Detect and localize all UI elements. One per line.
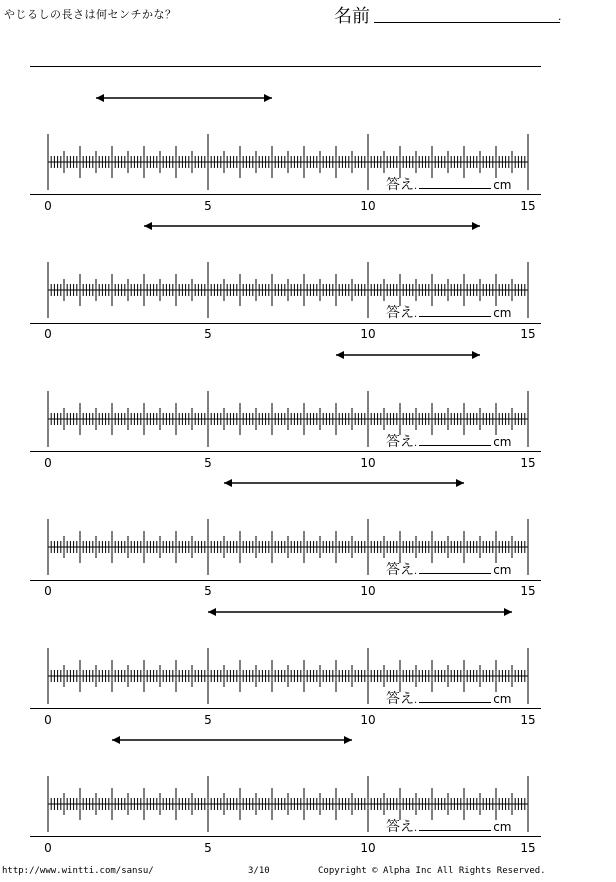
ruler-tick-label: 10 — [360, 841, 376, 855]
arrow-head-left — [208, 608, 216, 616]
ruler-tick-label: 5 — [204, 841, 212, 855]
ruler-tick-label: 0 — [44, 199, 52, 213]
separator-line — [30, 836, 541, 837]
arrow-head-right — [472, 222, 480, 230]
ruler-tick-label: 10 — [360, 455, 376, 470]
arrow-head-right — [456, 479, 464, 487]
separator-line — [30, 580, 541, 581]
answer-field[interactable] — [386, 431, 511, 451]
ruler-tick-label: 15 — [520, 584, 536, 599]
ruler-tick-label: 15 — [520, 712, 536, 727]
arrow-head-right — [344, 736, 352, 744]
ruler-tick-label: 0 — [44, 584, 52, 599]
answer-label: 答え — [386, 690, 414, 707]
answer-unit: cm — [493, 306, 512, 321]
answer-label: 答え — [386, 562, 414, 579]
ruler-tick-label: 5 — [204, 199, 212, 213]
ruler-problem — [0, 451, 616, 599]
answer-field[interactable] — [386, 174, 511, 194]
ruler-problem — [0, 194, 616, 342]
separator-line — [30, 708, 541, 709]
arrow-head-right — [472, 351, 480, 359]
footer-page-number: 3/10 — [248, 866, 270, 876]
name-label: 名前 — [334, 6, 370, 27]
answer-field[interactable] — [386, 559, 511, 579]
answer-label: 答え — [386, 305, 414, 322]
answer-label: 答え — [386, 433, 414, 450]
arrow-head-right — [264, 94, 272, 102]
ruler-tick-label: 15 — [520, 327, 536, 342]
ruler-problem — [0, 323, 616, 470]
ruler-tick-label: 5 — [204, 584, 212, 599]
answer-unit: cm — [493, 434, 512, 449]
ruler-problem — [0, 66, 616, 213]
answer-label: 答え — [386, 819, 414, 835]
answer-dot: . — [414, 566, 418, 578]
separator-line — [30, 66, 541, 67]
footer-copyright: Copyright © Alpha Inc All Rights Reserved. — [318, 866, 546, 876]
ruler-tick-label: 5 — [204, 455, 212, 470]
ruler-problem — [0, 708, 616, 855]
answer-blank[interactable] — [419, 561, 491, 574]
ruler-tick-label: 15 — [520, 199, 536, 213]
answer-unit: cm — [493, 178, 512, 192]
ruler-tick-label: 10 — [360, 327, 376, 342]
answer-dot: . — [414, 181, 418, 192]
answer-blank[interactable] — [419, 304, 491, 317]
footer-url: http://www.wintti.com/sansu/ — [2, 866, 154, 876]
arrow-head-left — [144, 222, 152, 230]
answer-field[interactable] — [386, 302, 511, 322]
separator-line — [30, 194, 541, 195]
answer-label: 答え — [386, 177, 414, 193]
answer-dot: . — [414, 823, 418, 834]
arrow-head-left — [112, 736, 120, 744]
ruler-tick-label: 15 — [520, 455, 536, 470]
ruler-tick-label: 5 — [204, 712, 212, 727]
answer-dot: . — [414, 309, 418, 321]
answer-unit: cm — [493, 691, 512, 706]
name-suffix: . — [558, 10, 562, 23]
ruler-tick-label: 0 — [44, 455, 52, 470]
answer-dot: . — [414, 437, 418, 449]
ruler-tick-label: 0 — [44, 841, 52, 855]
ruler-tick-label: 10 — [360, 199, 376, 213]
ruler-tick-label: 0 — [44, 712, 52, 727]
answer-unit: cm — [493, 820, 512, 834]
ruler-problem — [0, 580, 616, 727]
ruler-tick-label: 10 — [360, 584, 376, 599]
ruler-tick-label: 5 — [204, 327, 212, 342]
arrow-head-left — [224, 479, 232, 487]
separator-line — [30, 323, 541, 324]
separator-line — [30, 451, 541, 452]
answer-field[interactable] — [386, 688, 511, 708]
ruler-tick-label: 15 — [520, 841, 536, 855]
answer-blank[interactable] — [419, 176, 491, 189]
ruler-tick-label: 10 — [360, 712, 376, 727]
arrow-head-left — [336, 351, 344, 359]
ruler-tick-label: 0 — [44, 327, 52, 342]
answer-blank[interactable] — [419, 433, 491, 446]
worksheet-title: やじるしの長さは何センチかな？ — [4, 8, 177, 21]
answer-unit: cm — [493, 563, 512, 578]
answer-field[interactable] — [386, 816, 511, 836]
answer-dot: . — [414, 694, 418, 706]
answer-blank[interactable] — [419, 818, 491, 831]
arrow-head-right — [504, 608, 512, 616]
arrow-head-left — [96, 94, 104, 102]
answer-blank[interactable] — [419, 690, 491, 703]
